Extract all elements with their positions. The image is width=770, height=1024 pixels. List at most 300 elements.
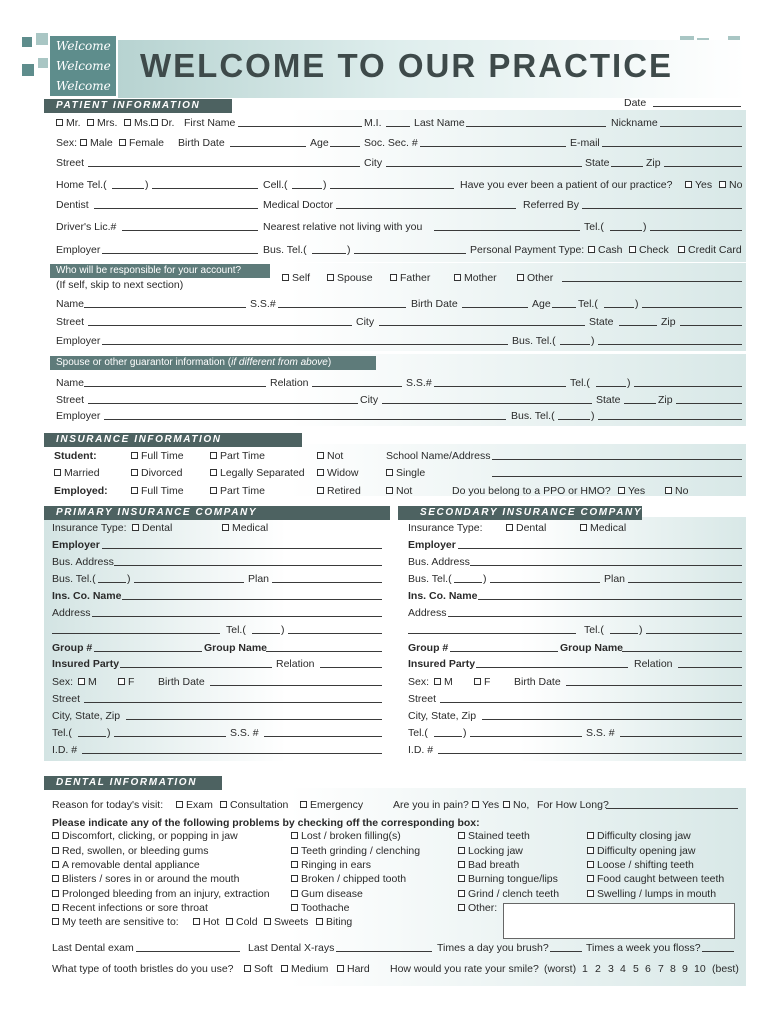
problem-option[interactable]: Red, swollen, or bleeding gums [52,844,209,858]
paren: ) [591,335,595,347]
checkbox[interactable] [226,918,233,925]
date-field[interactable] [653,96,741,107]
primary-insured-field[interactable] [120,657,272,668]
secondary-dental-option[interactable]: Dental [506,521,546,535]
secondary-street-label: Street [408,693,437,705]
guarantor-name-field[interactable] [84,376,266,387]
checkbox[interactable] [193,918,200,925]
problem-option[interactable]: Bad breath [458,858,519,872]
problem-item [291,858,461,872]
checkbox[interactable] [151,119,158,126]
floss-field[interactable] [702,941,734,952]
problem-option[interactable]: Grind / clench teeth [458,887,559,901]
secondary-csz-field[interactable] [482,709,742,720]
nickname-label: Nickname [611,117,658,129]
checkbox[interactable] [291,861,298,868]
cell-field[interactable] [330,178,454,189]
problem-option[interactable]: Difficulty opening jaw [587,844,695,858]
last-exam-row [0,941,770,955]
other-problem-textbox[interactable] [503,903,735,939]
paren: ) [643,221,647,233]
checkbox[interactable] [176,801,183,808]
checkbox[interactable] [386,487,393,494]
checkbox[interactable] [458,904,465,911]
medical-doctor-field[interactable] [336,198,516,209]
marital-widow-option[interactable]: Widow [317,466,359,480]
ppo-label: Do you belong to a PPO or HMO? [452,485,611,497]
checkbox[interactable] [210,487,217,494]
secondary-sex-m-option[interactable]: M [434,675,453,689]
birth-date-field[interactable] [230,136,306,147]
guarantor-bus-tel-area-field[interactable] [558,409,590,420]
city-field[interactable] [386,156,582,167]
checkbox[interactable] [291,847,298,854]
secondary-tel-area-field[interactable] [610,623,638,634]
home-tel-label: Home Tel.( [56,179,107,191]
checkbox[interactable] [281,965,288,972]
guarantor-city-field[interactable] [382,393,592,404]
employed-label: Employed: [54,485,108,497]
checkbox[interactable] [264,918,271,925]
secondary-id-row [408,743,744,757]
primary-birth-field[interactable] [210,675,382,686]
checkbox[interactable] [124,119,131,126]
problem-option[interactable]: A removable dental appliance [52,858,200,872]
primary-relation-field[interactable] [320,657,382,668]
checkbox[interactable] [132,524,139,531]
primary-medical-option[interactable]: Medical [222,521,268,535]
visit-consultation-option[interactable]: Consultation [220,798,288,812]
responsible-tel-label: Tel.( [578,298,598,310]
home-tel-area-field[interactable] [112,178,144,189]
paren: ) [639,624,643,636]
checkbox[interactable] [52,918,59,925]
secondary-tel2-field[interactable] [470,726,582,737]
secondary-sex-row [408,675,744,689]
responsible-self-option[interactable]: Self [282,271,310,285]
primary-sex-m-option[interactable]: M [78,675,97,689]
checkbox[interactable] [587,890,594,897]
secondary-relation-field[interactable] [678,657,742,668]
sensitive-sweets-option[interactable]: Sweets [264,915,308,929]
responsible-ss-field[interactable] [278,297,406,308]
smile-rating-8[interactable]: 8 [670,963,676,975]
checkbox[interactable] [506,524,513,531]
primary-id-field[interactable] [82,743,382,754]
problem-item [587,872,737,886]
ppo-yes-option[interactable]: Yes [618,484,645,498]
marital-single-option[interactable]: Single [386,466,425,480]
smile-rating-2[interactable]: 2 [595,963,601,975]
checkbox[interactable] [685,181,692,188]
page-title: WELCOME TO OUR PRACTICE [140,47,674,84]
checkbox[interactable] [210,452,217,459]
sex-male-option[interactable]: Male [80,136,113,150]
checkbox[interactable] [629,246,636,253]
checkbox[interactable] [503,801,510,808]
checkbox[interactable] [118,678,125,685]
checkbox[interactable] [678,246,685,253]
guarantor-tel-field[interactable] [634,376,742,387]
first-name-field[interactable] [238,116,362,127]
problem-item [52,829,292,843]
checkbox[interactable] [618,487,625,494]
secondary-bus-tel-field[interactable] [490,572,600,583]
secondary-employer-label: Employer [408,539,456,551]
sensitive-hot-option[interactable]: Hot [193,915,219,929]
secondary-employer-field[interactable] [458,538,742,549]
instructions-row [0,816,770,830]
problem-option[interactable]: Difficulty closing jaw [587,829,691,843]
checkbox[interactable] [131,487,138,494]
checkbox[interactable] [222,524,229,531]
paren: ) [323,179,327,191]
employed-part-time-option[interactable]: Part Time [210,484,265,498]
primary-dental-option[interactable]: Dental [132,521,172,535]
relative-tel-area-field[interactable] [610,220,642,231]
employer-field[interactable] [102,243,258,254]
checkbox[interactable] [131,469,138,476]
responsible-bus-tel-field[interactable] [598,334,742,345]
secondary-tel2-area-field[interactable] [434,726,462,737]
primary-bus-address-field[interactable] [114,555,382,566]
checkbox[interactable] [80,139,87,146]
smile-rating-7[interactable]: 7 [658,963,664,975]
home-tel-field[interactable] [152,178,258,189]
secondary-tel2-label: Tel.( [408,727,428,739]
guarantor-heading [50,356,376,370]
dentist-field[interactable] [94,198,258,209]
primary-address-row [52,606,388,620]
problem-option[interactable]: Broken / chipped tooth [291,872,406,886]
pain-no-option[interactable]: No, [503,798,529,812]
secondary-address-field[interactable] [448,606,742,617]
student-full-time-option[interactable]: Full Time [131,449,184,463]
problem-option[interactable]: Teeth grinding / clenching [291,844,420,858]
visit-emergency-option[interactable]: Emergency [300,798,363,812]
sex-female-option[interactable]: Female [119,136,164,150]
school-field[interactable] [492,449,742,460]
responsible-spouse-option[interactable]: Spouse [327,271,373,285]
school-field-2[interactable] [492,466,742,477]
checkbox[interactable] [291,832,298,839]
checkbox[interactable] [587,861,594,868]
checkbox[interactable] [337,965,344,972]
responsible-employer-field[interactable] [102,334,508,345]
payment-credit-option[interactable]: Credit Card [678,243,742,257]
checkbox[interactable] [316,918,323,925]
zip-field[interactable] [664,156,742,167]
guarantor-state-field[interactable] [624,393,656,404]
drivers-lic-field[interactable] [122,220,258,231]
title-option-dr[interactable]: Dr. [151,116,174,130]
bus-tel-field[interactable] [354,243,466,254]
secondary-plan-field[interactable] [628,572,742,583]
nearest-relative-field[interactable] [434,220,580,231]
checkbox[interactable] [458,890,465,897]
responsible-zip-label: Zip [661,316,676,328]
marital-divorced-option[interactable]: Divorced [131,466,182,480]
primary-group-row [52,641,388,655]
secondary-address-field-2[interactable] [408,623,576,634]
secondary-ins-co-field[interactable] [478,589,742,600]
checkbox[interactable] [52,904,59,911]
smile-rating-1[interactable]: 1 [582,963,588,975]
marital-married-option[interactable]: Married [54,466,100,480]
checkbox[interactable] [52,875,59,882]
guarantor-employer-field[interactable] [104,409,506,420]
responsible-state-field[interactable] [619,315,657,326]
primary-heading: PRIMARY INSURANCE COMPANY [44,506,390,520]
smile-rating-6[interactable]: 6 [645,963,651,975]
checkbox[interactable] [56,119,63,126]
relative-tel-field[interactable] [650,220,742,231]
checkbox[interactable] [719,181,726,188]
primary-relation-label: Relation [276,658,315,670]
checkbox[interactable] [458,875,465,882]
problem-option[interactable]: Locking jaw [458,844,523,858]
cell-area-field[interactable] [292,178,322,189]
checkbox[interactable] [210,469,217,476]
sensitive-cold-option[interactable]: Cold [226,915,258,929]
primary-tel-field[interactable] [288,623,382,634]
responsible-father-option[interactable]: Father [390,271,430,285]
primary-employer-field[interactable] [102,538,382,549]
responsible-name-field[interactable] [84,297,246,308]
responsible-bus-tel-area-field[interactable] [560,334,590,345]
secondary-type-label: Insurance Type: [408,522,483,534]
responsible-tel-field[interactable] [642,297,742,308]
responsible-age-field[interactable] [552,297,576,308]
checkbox[interactable] [458,861,465,868]
checkbox[interactable] [317,469,324,476]
checkbox[interactable] [458,832,465,839]
checkbox[interactable] [220,801,227,808]
checkbox[interactable] [587,847,594,854]
student-part-time-option[interactable]: Part Time [210,449,265,463]
checkbox[interactable] [474,678,481,685]
smile-rating-4[interactable]: 4 [620,963,626,975]
problem-other-option[interactable]: Other: [458,901,497,915]
checkbox[interactable] [386,469,393,476]
checkbox[interactable] [580,524,587,531]
age-field[interactable] [330,136,360,147]
employed-not-option[interactable]: Not [386,484,412,498]
visit-exam-option[interactable]: Exam [176,798,213,812]
last-xrays-field[interactable] [336,941,432,952]
primary-ins-co-label: Ins. Co. Name [52,590,122,602]
brush-field[interactable] [550,941,582,952]
primary-bus-tel-area-field[interactable] [98,572,126,583]
guarantor-tel-area-field[interactable] [596,376,626,387]
responsible-city-field[interactable] [379,315,585,326]
smile-rating-9[interactable]: 9 [682,963,688,975]
employed-full-time-option[interactable]: Full Time [131,484,184,498]
smile-rating-3[interactable]: 3 [608,963,614,975]
checkbox[interactable] [317,452,324,459]
bus-tel-area-field[interactable] [312,243,346,254]
primary-address-field-2[interactable] [52,623,220,634]
responsible-age-label: Age [532,298,551,310]
paren: ) [627,377,631,389]
checkbox[interactable] [54,469,61,476]
soc-sec-field[interactable] [420,136,566,147]
primary-tel-ss-row [52,726,388,740]
responsible-street-field[interactable] [88,315,352,326]
problem-option[interactable]: Loose / shifting teeth [587,858,694,872]
guarantor-relation-field[interactable] [312,376,402,387]
problem-option[interactable]: Burning tongue/lips [458,872,558,886]
primary-tel-area-field[interactable] [252,623,280,634]
checkbox[interactable] [587,832,594,839]
insurance-section-heading: INSURANCE INFORMATION [44,433,302,447]
payment-check-option[interactable]: Check [629,243,669,257]
checkbox[interactable] [119,139,126,146]
secondary-street-field[interactable] [440,692,742,703]
marital-separated-option[interactable]: Legally Separated [210,466,305,480]
how-long-field[interactable] [606,798,738,809]
primary-ss-field[interactable] [264,726,382,737]
responsible-mother-option[interactable]: Mother [454,271,497,285]
primary-plan-field[interactable] [272,572,382,583]
secondary-insured-field[interactable] [476,657,628,668]
title-option-mrs[interactable]: Mrs. [87,116,117,130]
problem-option[interactable]: Blisters / sores in or around the mouth [52,872,239,886]
referred-by-field[interactable] [582,198,742,209]
checkbox[interactable] [244,965,251,972]
guarantor-employer-label: Employer [56,410,101,422]
checkbox[interactable] [291,904,298,911]
date-row [0,96,770,110]
checkbox[interactable] [52,832,59,839]
payment-cash-option[interactable]: Cash [588,243,623,257]
checkbox[interactable] [131,452,138,459]
checkbox[interactable] [317,487,324,494]
problem-option[interactable]: Ringing in ears [291,858,371,872]
checkbox[interactable] [52,861,59,868]
checkbox[interactable] [291,875,298,882]
secondary-group-row [408,641,744,655]
primary-tel2-area-field[interactable] [78,726,106,737]
guarantor-heading-end: ) [327,357,332,368]
problem-item [291,872,461,886]
secondary-ss-field[interactable] [620,726,742,737]
responsible-employer-row [0,334,770,348]
sensitive-option[interactable]: My teeth are sensitive to: [52,915,179,929]
primary-group-name-field[interactable] [266,641,382,652]
guarantor-street-field[interactable] [88,393,358,404]
last-name-field[interactable] [466,116,606,127]
secondary-bus-tel-area-field[interactable] [454,572,482,583]
primary-group-field[interactable] [94,641,202,652]
checkbox[interactable] [587,875,594,882]
responsible-employer-label: Employer [56,335,101,347]
nickname-field[interactable] [660,116,742,127]
primary-address-field[interactable] [92,606,382,617]
secondary-sex-f-option[interactable]: F [474,675,490,689]
checkbox[interactable] [52,847,59,854]
smile-rating-10[interactable]: 10 [694,963,706,975]
primary-type-label: Insurance Type: [52,522,127,534]
last-exam-field[interactable] [136,941,240,952]
mi-field[interactable] [386,116,410,127]
bristles-soft-option[interactable]: Soft [244,962,273,976]
guarantor-bus-tel-field[interactable] [598,409,742,420]
secondary-group-field[interactable] [450,641,558,652]
checkbox[interactable] [472,801,479,808]
secondary-id-label: I.D. # [408,744,434,756]
secondary-medical-option[interactable]: Medical [580,521,626,535]
secondary-bus-address-field[interactable] [470,555,742,566]
responsible-tel-area-field[interactable] [604,297,634,308]
decor-square [22,37,32,47]
employed-retired-option[interactable]: Retired [317,484,361,498]
problem-option[interactable]: Prolonged bleeding from an injury, extraction [52,887,270,901]
student-not-option[interactable]: Not [317,449,343,463]
problem-option[interactable]: Toothache [291,901,349,915]
checkbox[interactable] [52,890,59,897]
checkbox[interactable] [300,801,307,808]
problem-item [458,872,588,886]
been-patient-no[interactable]: No [719,178,742,192]
guarantor-zip-field[interactable] [676,393,742,404]
problem-option[interactable]: Gum disease [291,887,363,901]
secondary-birth-field[interactable] [566,675,742,686]
problem-option[interactable]: Food caught between teeth [587,872,724,886]
bristles-medium-option[interactable]: Medium [281,962,328,976]
smile-rating-5[interactable]: 5 [633,963,639,975]
been-patient-yes[interactable]: Yes [685,178,712,192]
secondary-tel-field[interactable] [646,623,742,634]
state-label: State [585,157,610,169]
checkbox[interactable] [87,119,94,126]
checkbox[interactable] [458,847,465,854]
ppo-no-option[interactable]: No [665,484,688,498]
sensitive-biting-option[interactable]: Biting [316,915,352,929]
email-field[interactable] [602,136,742,147]
checkbox[interactable] [291,890,298,897]
primary-sex-f-option[interactable]: F [118,675,134,689]
primary-csz-field[interactable] [126,709,382,720]
problem-option[interactable]: Recent infections or sore throat [52,901,208,915]
problem-option[interactable]: Discomfort, clicking, or popping in jaw [52,829,238,843]
checkbox[interactable] [588,246,595,253]
secondary-group-name-field[interactable] [622,641,742,652]
problem-option[interactable]: Lost / broken filling(s) [291,829,401,843]
secondary-csz-row [408,709,744,723]
primary-bus-tel-field[interactable] [134,572,244,583]
responsible-birth-field[interactable] [462,297,528,308]
checkbox[interactable] [78,678,85,685]
pain-yes-option[interactable]: Yes [472,798,499,812]
title-option-mr[interactable]: Mr. [56,116,81,130]
bristles-hard-option[interactable]: Hard [337,962,370,976]
secondary-id-field[interactable] [438,743,742,754]
responsible-other-option[interactable]: Other [517,271,553,285]
primary-tel2-field[interactable] [114,726,226,737]
primary-street-field[interactable] [84,692,382,703]
problem-option[interactable]: Swelling / lumps in mouth [587,887,716,901]
problem-option[interactable]: Stained teeth [458,829,530,843]
primary-ins-co-field[interactable] [122,589,382,600]
checkbox[interactable] [665,487,672,494]
guarantor-ss-field[interactable] [434,376,566,387]
state-field[interactable] [611,156,643,167]
title-option-ms[interactable]: Ms. [124,116,151,130]
street-field[interactable] [88,156,360,167]
checkbox[interactable] [434,678,441,685]
responsible-zip-field[interactable] [680,315,742,326]
